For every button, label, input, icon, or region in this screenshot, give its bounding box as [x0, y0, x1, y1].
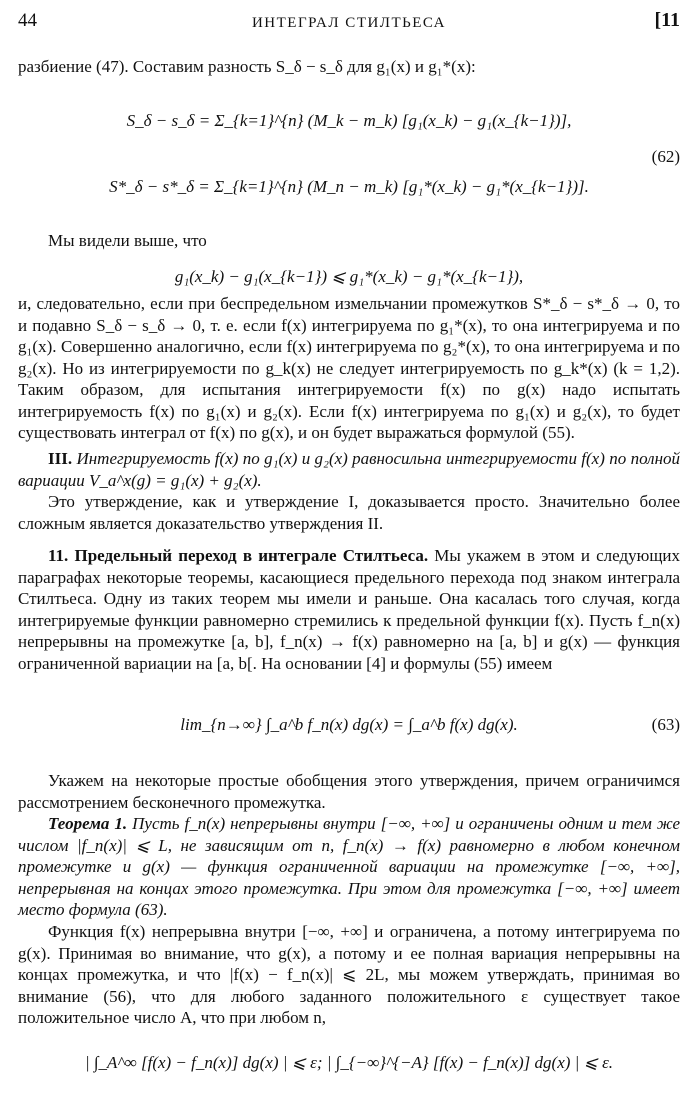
- theorem-1: [18, 813, 680, 921]
- section-11: [18, 545, 680, 674]
- equation-63-text: lim_{n→∞} ∫_a^b f_n(x) dg(x) = ∫_a^b f(x) dg(x).: [180, 715, 518, 734]
- inequality-text: g₁(x_k) − g₁(x_{k−1}) ⩽ g₁*(x_k) − g₁*(x_{k−1}),: [174, 267, 524, 286]
- paragraph-2: Это утверждение, как и утверждение I, доказывается просто. Значительно более сложным является доказательство утверждения II.: [18, 492, 680, 533]
- equation-63-number: (63): [651, 715, 680, 734]
- statement-3-label: III.: [48, 449, 73, 468]
- intro-line: разбиение (47). Составим разность S_δ − s_δ для g₁(x) и g₁*(x):: [18, 57, 476, 76]
- inequality: [0, 256, 698, 296]
- equation-62b-text: S*_δ − s*_δ = Σ_{k=1}^{n} (M_n − m_k) [g₁*(x_k) − g₁*(x_{k−1})].: [109, 177, 589, 196]
- paragraph-1: и, следовательно, если при беспредельном измельчании промежутков S*_δ − s*_δ → 0, то и подавно S_δ − s_δ → 0, т. е. если f(x) интегрируема по g₁*(x), то она интегрируема и по g₁(x). Совершенно аналогично, если f(x) интегрируема по g₂*(x), то она интегрируема и по g₂(x). Но из интегрируемости по g_k(x) не следует интегрируемость по g_k*(x) (k = 1,2). Таким образом, для испытания интегрируемости f(x) по g(x) надо испытать интегрируемость f(x) по g₁(x) и g₂(x). Если f(x) интегрируема по g₁(x) и g₂(x), то будет существовать интеграл от f(x) по g(x), и он будет выражаться формулой (55).: [18, 294, 680, 442]
- page-number: 44: [18, 10, 37, 31]
- seen-above-line: Мы видели выше, что: [48, 231, 207, 250]
- equation-62a-text: S_δ − s_δ = Σ_{k=1}^{n} (M_k − m_k) [g₁(x_k) − g₁(x_{k−1})],: [126, 111, 572, 130]
- section-mark: [11: [654, 9, 680, 31]
- equation-last-text: | ∫_A^∞ [f(x) − f_n(x)] dg(x) | ⩽ ε; | ∫_{−∞}^{−A} [f(x) − f_n(x)] dg(x) | ⩽ ε.: [84, 1053, 614, 1072]
- running-title: ИНТЕГРАЛ СТИЛТЬЕСА: [251, 15, 447, 31]
- paragraph-3: Укажем на некоторые простые обобщения этого утверждения, причем ограничимся рассмотрением бесконечного промежутка.: [18, 771, 680, 812]
- equation-62-number: (62): [651, 147, 680, 166]
- equation-62a: [0, 92, 698, 152]
- theorem-1-label: Теорема 1.: [48, 814, 128, 833]
- equation-63: [0, 690, 698, 760]
- theorem-1-text: Пусть f_n(x) непрерывны внутри [−∞, +∞] и ограничены одним и тем же числом |f_n(x)| ⩽ L, не зависящим от n, f_n(x) → f(x) равномерно в любом конечном промежутке и g(x) — функция ограниченной вариации на промежутке [−∞, +∞], непрерывная на концах этого промежутка. При этом для промежутка [−∞, +∞] имеет место формула (63).: [18, 814, 681, 919]
- equation-last: [0, 1040, 698, 1090]
- section-11-text: Мы укажем в этом и следующих параграфах некоторые теоремы, касающиеся предельного перехода под знаком интеграла Стилтьеса. Одну из таких теорем мы имели и раньше. Она касалась того случая, когда интегрируемые функции равномерно стремились к предельной функции f(x). Пусть f_n(x) непрерывны на промежутке [a, b], f_n(x) → f(x) равномерно на [a, b] и g(x) — функция ограниченной вариации на [a, b[. На основании [4] и формулы (55) имеем: [18, 546, 681, 673]
- equation-62b: [0, 158, 698, 218]
- statement-3: [18, 448, 680, 491]
- paragraph-4: Функция f(x) непрерывна внутри [−∞, +∞] и ограничена, а потому интегрируема по g(x). Принимая во внимание, что g(x), а потому и ее полная вариация непрерывны на концах промежутка, и что |f(x) − f_n(x)| ⩽ 2L, мы можем утверждать, принимая во внимание (56), что для любого заданного положительного ε существует такое положительное число A, что при любом n,: [18, 922, 680, 1027]
- section-11-title: 11. Предельный переход в интеграле Стилтьеса.: [48, 546, 429, 565]
- page-header: [18, 10, 680, 40]
- statement-3-text: Интегрируемость f(x) по g₁(x) и g₂(x) равносильна интегрируемости f(x) по полной вариации V_a^x(g) = g₁(x) + g₂(x).: [18, 449, 680, 490]
